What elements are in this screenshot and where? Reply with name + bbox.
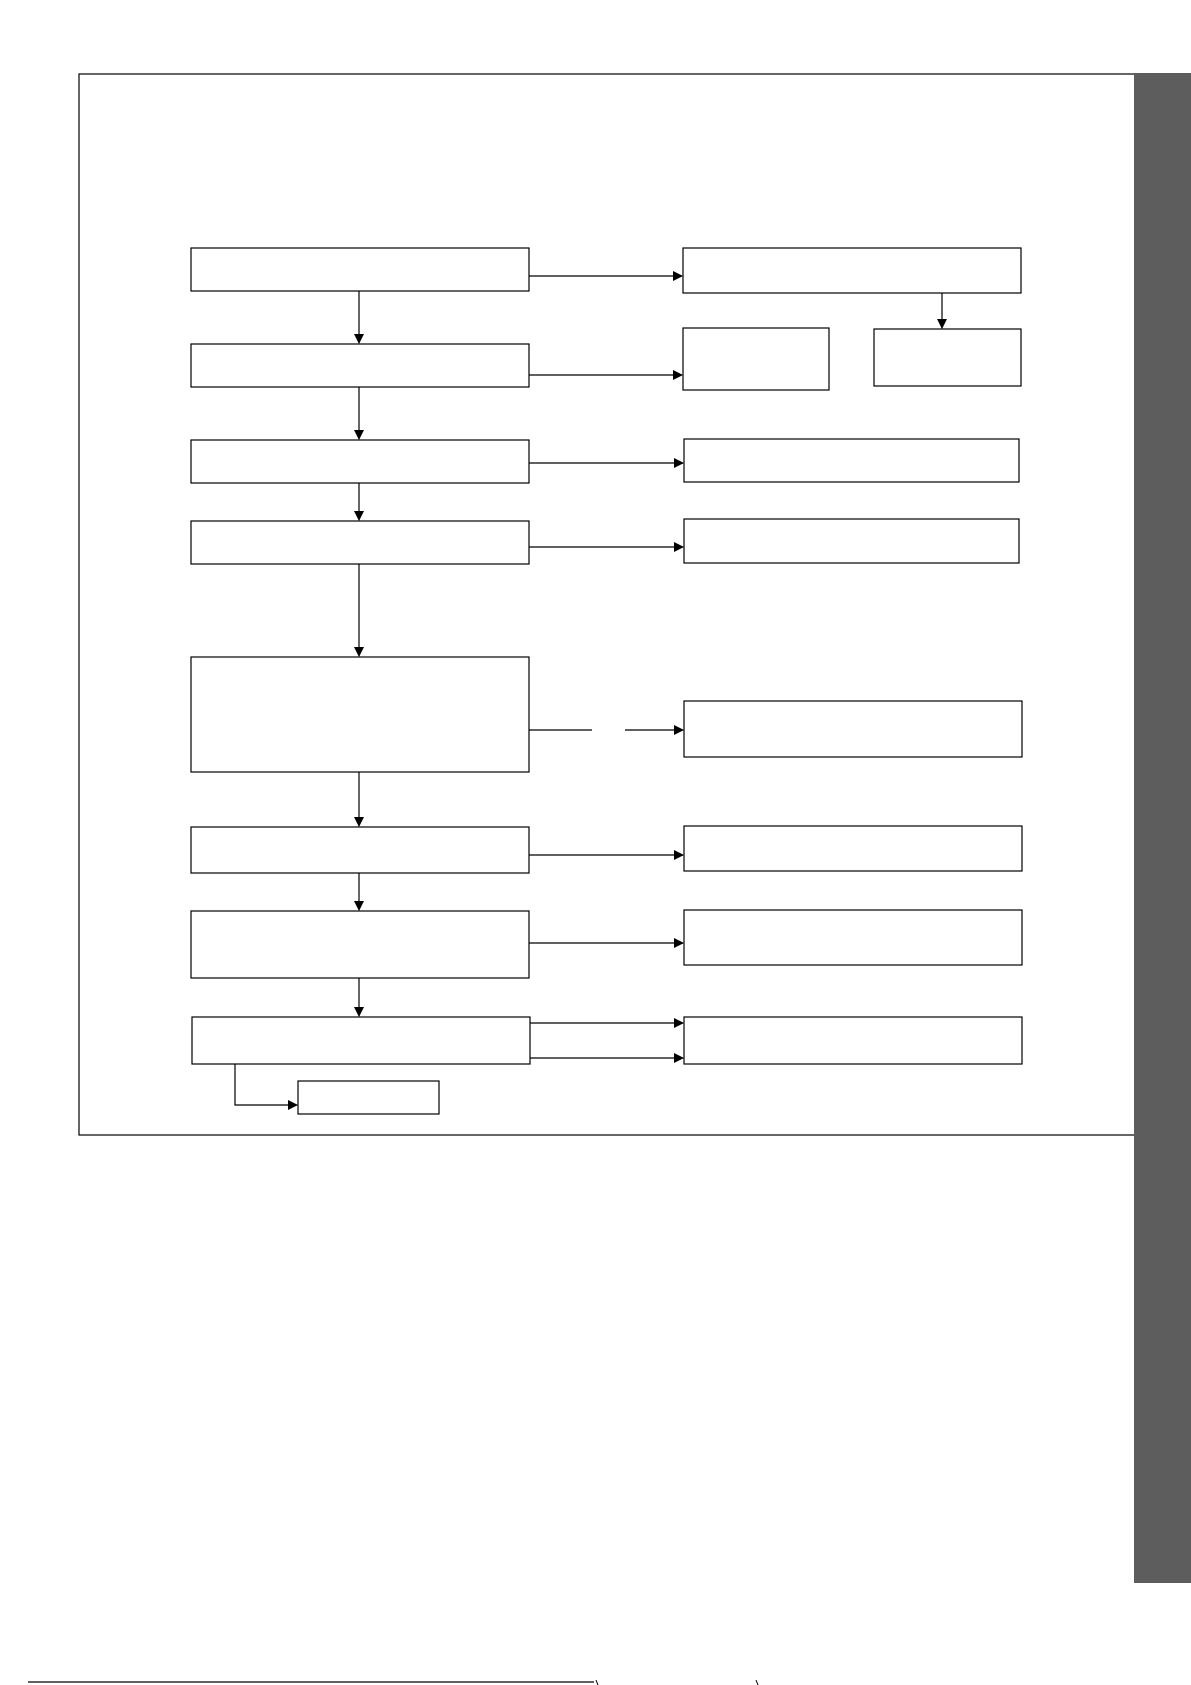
flow-box-1: [191, 248, 529, 291]
result-box-7: [684, 910, 1022, 965]
bottom-tick-1: [596, 1680, 598, 1685]
result-box-6: [684, 826, 1022, 871]
side-tab: [1134, 73, 1191, 1583]
flow-box-7: [191, 911, 529, 978]
flow-box-2: [191, 344, 529, 387]
result-box-2b: [874, 329, 1021, 386]
result-box-4: [684, 519, 1019, 563]
result-box-3: [684, 439, 1019, 482]
small-box-bottom: [298, 1081, 439, 1114]
arrow-l8-b1: [235, 1064, 297, 1105]
flow-box-4: [191, 521, 529, 564]
result-box-2a: [683, 328, 829, 390]
flow-box-8: [192, 1017, 530, 1064]
result-box-5: [684, 701, 1022, 757]
flow-box-5: [191, 657, 529, 772]
flow-box-3: [191, 440, 529, 483]
result-box-1: [683, 248, 1021, 293]
flow-box-6: [191, 827, 529, 873]
result-box-8: [684, 1017, 1022, 1064]
bottom-tick-2: [756, 1680, 758, 1685]
